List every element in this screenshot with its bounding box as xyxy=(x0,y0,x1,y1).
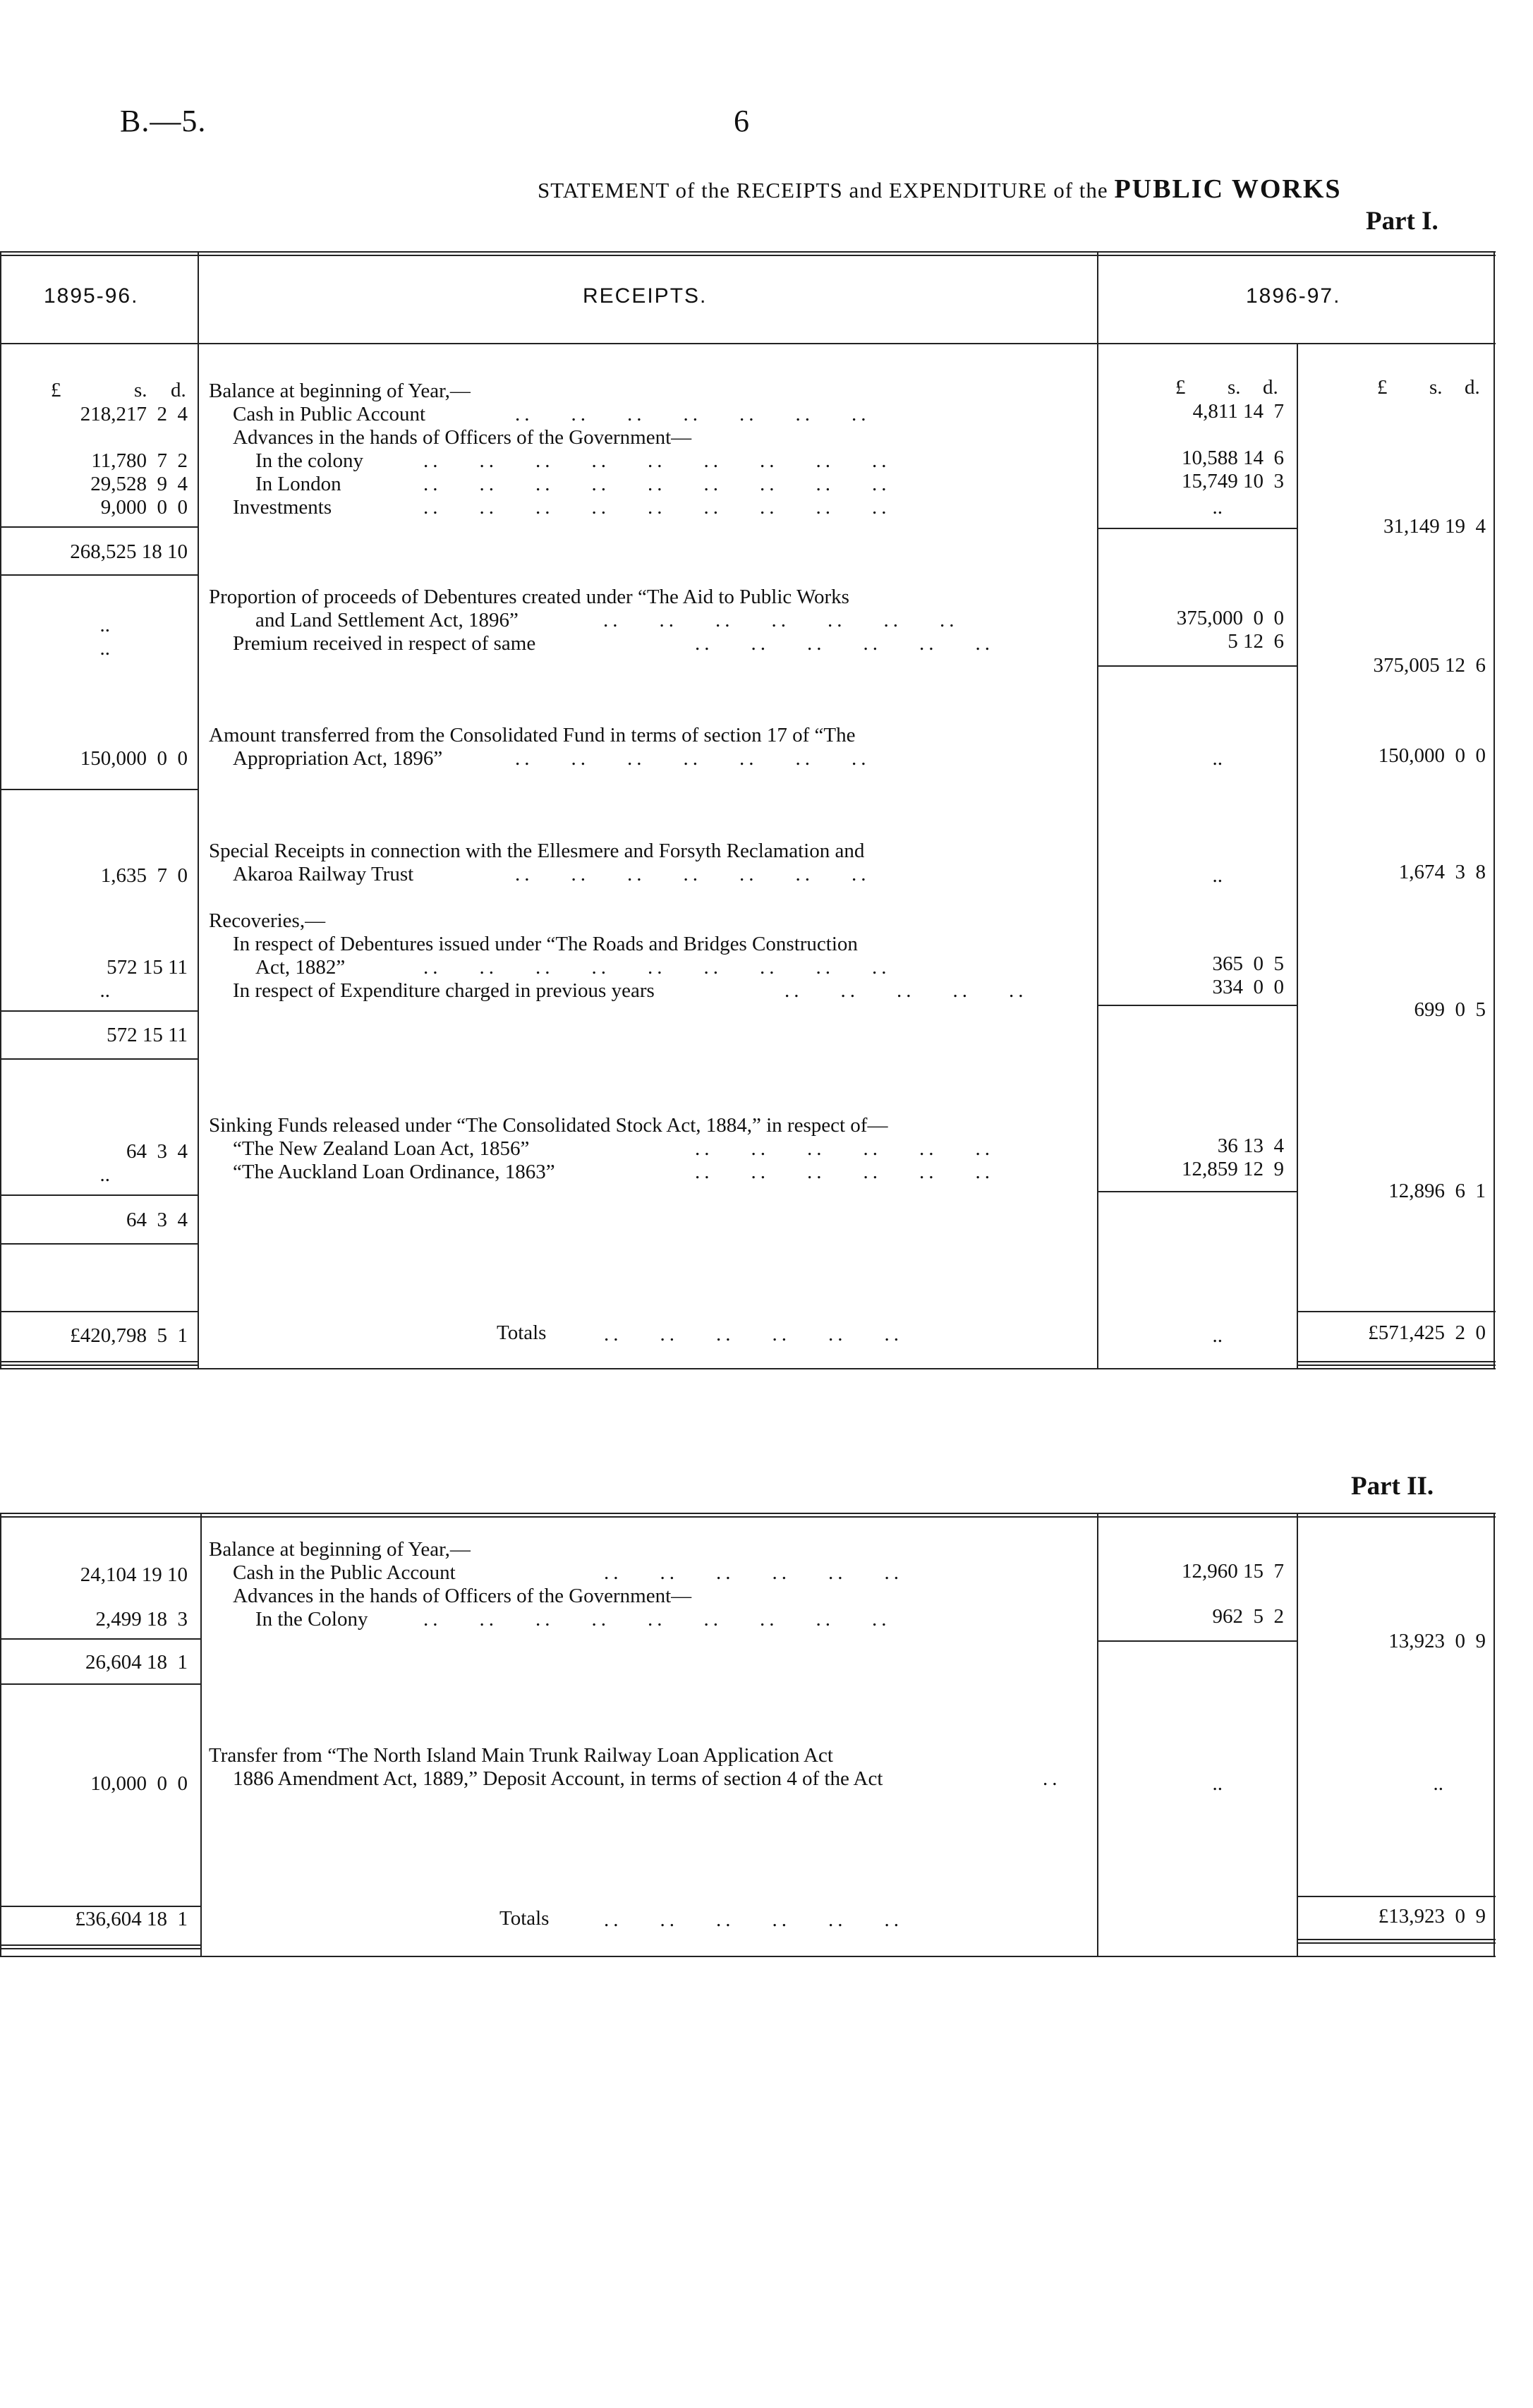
value-1896-total: 1,674 3 8 xyxy=(1398,861,1486,883)
row-label: Act, 1882” xyxy=(255,956,346,979)
row-label: and Land Settlement Act, 1896” xyxy=(255,609,519,631)
value-1895-subtotal: 26,604 18 1 xyxy=(85,1651,188,1674)
grand-total-rule xyxy=(1297,1361,1496,1366)
detail-rule xyxy=(1097,1005,1297,1006)
unit-pence: d. xyxy=(1465,376,1480,399)
table-bottom-rule xyxy=(0,1368,1496,1369)
value-1896-total: 699 0 5 xyxy=(1414,998,1486,1021)
row-label: Special Receipts in connection with the Ellesmere and Forsyth Reclamation and xyxy=(209,840,865,862)
detail-rule xyxy=(1097,528,1297,529)
title-prefix: STATEMENT of the RECEIPTS and EXPENDITURE of the xyxy=(538,178,1108,202)
value-1895-total: £36,604 18 1 xyxy=(75,1908,188,1930)
row-label: Investments xyxy=(233,496,332,519)
value-1896-detail: 365 0 5 xyxy=(1212,952,1284,975)
unit-shilling: s. xyxy=(134,379,147,401)
value-1896-detail: .. xyxy=(1212,747,1223,770)
value-1896-detail: 5 12 6 xyxy=(1228,630,1284,653)
part-two-label: Part II. xyxy=(1351,1472,1434,1501)
value-1895: 11,780 7 2 xyxy=(91,449,188,472)
value-1895: .. xyxy=(99,614,110,636)
value-1895: .. xyxy=(99,1163,110,1186)
subtotal-rule xyxy=(0,1638,200,1640)
header-bottom-rule xyxy=(0,343,1496,344)
value-1895: 9,000 0 0 xyxy=(100,496,188,519)
col-header-receipts: RECEIPTS. xyxy=(583,284,708,308)
row-label: Amount transferred from the Consolidated Fund in terms of section 17 of “The xyxy=(209,724,856,746)
leader-dots: .. .. .. .. .. .. .. .. .. xyxy=(423,496,891,519)
value-1896-detail: .. xyxy=(1212,1772,1223,1795)
leader-dots: .. .. .. .. .. .. xyxy=(604,1323,903,1345)
unit-pence: d. xyxy=(1263,376,1278,399)
value-1895: 1,635 7 0 xyxy=(100,864,188,887)
value-1896-detail: .. xyxy=(1212,496,1223,519)
value-1895-total: £420,798 5 1 xyxy=(70,1324,188,1347)
value-1896-detail: 36 13 4 xyxy=(1217,1135,1284,1157)
value-1896-total: 31,149 19 4 xyxy=(1383,515,1486,538)
value-1896-grand-total: £571,425 2 0 xyxy=(1368,1321,1486,1344)
value-1896-detail: 4,811 14 7 xyxy=(1192,400,1284,423)
title-emphasis: PUBLIC WORKS xyxy=(1114,174,1342,204)
row-label: Balance at beginning of Year,— xyxy=(209,1538,471,1561)
table-left-border xyxy=(0,1513,1,1957)
value-1895: 218,217 2 4 xyxy=(80,403,188,425)
part-one-label: Part I. xyxy=(1366,207,1438,236)
detail-rule xyxy=(1097,665,1297,667)
value-1895: 572 15 11 xyxy=(107,956,188,979)
detail-rule xyxy=(1097,1191,1297,1192)
row-label: In respect of Debentures issued under “The Roads and Bridges Construction xyxy=(233,933,858,955)
subtotal-rule xyxy=(0,574,198,576)
leader-dots: .. .. .. .. .. xyxy=(784,979,1028,1002)
value-1896-detail: 15,749 10 3 xyxy=(1182,470,1284,492)
value-1895: .. xyxy=(99,637,110,660)
leader-dots: .. .. .. .. .. .. .. .. .. xyxy=(423,449,891,472)
totals-label: Totals xyxy=(497,1321,547,1344)
value-1895: 29,528 9 4 xyxy=(90,473,188,495)
document-reference: B.—5. xyxy=(120,104,207,138)
unit-pound: £ xyxy=(1175,376,1186,399)
value-1895: 10,000 0 0 xyxy=(90,1772,188,1795)
leader-dots: .. .. .. .. .. .. .. .. .. xyxy=(423,956,891,979)
subtotal-rule xyxy=(0,526,198,528)
value-1896-total: 13,923 0 9 xyxy=(1388,1630,1486,1652)
section-rule xyxy=(0,789,198,790)
col-divider-mid xyxy=(1097,1513,1098,1957)
subtotal-rule xyxy=(0,1243,198,1245)
row-label: Appropriation Act, 1896” xyxy=(233,747,443,770)
row-label: Akaroa Railway Trust xyxy=(233,863,414,885)
leader-dots: .. .. .. .. .. .. xyxy=(695,1137,994,1160)
col-divider-left xyxy=(198,251,199,1369)
row-label: Recoveries,— xyxy=(209,909,326,932)
value-1896-detail: 375,000 0 0 xyxy=(1176,607,1284,629)
value-1896-total: 12,896 6 1 xyxy=(1388,1180,1486,1202)
leader-dots: .. .. .. .. .. .. xyxy=(604,1561,903,1584)
row-label: 1886 Amendment Act, 1889,” Deposit Account, in terms of section 4 of the Act xyxy=(233,1767,883,1790)
subtotal-rule xyxy=(0,1683,200,1685)
row-label: Premium received in respect of same xyxy=(233,632,536,655)
statement-title xyxy=(538,174,1342,205)
col-divider-right xyxy=(1297,1513,1298,1957)
value-1895-subtotal: 64 3 4 xyxy=(126,1209,188,1231)
row-label: Advances in the hands of Officers of the Government— xyxy=(233,426,692,449)
grand-total-rule xyxy=(0,1944,200,1949)
row-label: In the colony xyxy=(255,449,364,472)
col-divider-right xyxy=(1297,344,1298,1369)
value-1896-detail: .. xyxy=(1212,864,1223,887)
value-1895: 24,104 19 10 xyxy=(80,1563,188,1586)
row-label: Sinking Funds released under “The Consolidated Stock Act, 1884,” in respect of— xyxy=(209,1114,888,1137)
unit-pence: d. xyxy=(171,379,186,401)
detail-rule xyxy=(1097,1640,1297,1642)
value-1896-detail: 12,960 15 7 xyxy=(1182,1560,1284,1583)
leader-dots: .. .. .. .. .. .. xyxy=(695,632,994,655)
totals-rule xyxy=(1297,1311,1496,1312)
unit-pound: £ xyxy=(51,379,61,401)
value-1896-detail: 12,859 12 9 xyxy=(1182,1158,1284,1180)
totals-label: Totals xyxy=(499,1907,550,1930)
leader-dots: .. .. .. .. .. .. xyxy=(695,1161,994,1183)
totals-rule xyxy=(0,1311,198,1312)
row-label: Transfer from “The North Island Main Trunk Railway Loan Application Act xyxy=(209,1744,833,1767)
row-label: “The Auckland Loan Ordinance, 1863” xyxy=(233,1161,555,1183)
row-label: In respect of Expenditure charged in previous years xyxy=(233,979,655,1002)
unit-shilling: s. xyxy=(1429,376,1443,399)
value-1895: .. xyxy=(99,979,110,1002)
leader-dots: .. .. .. .. .. .. .. xyxy=(515,403,871,425)
value-1896-detail: 962 5 2 xyxy=(1212,1605,1284,1628)
col-header-1896: 1896-97. xyxy=(1246,284,1341,308)
subtotal-rule xyxy=(0,1194,198,1196)
value-1895-subtotal: 268,525 18 10 xyxy=(70,540,188,563)
table-right-border xyxy=(1493,251,1495,1369)
leader-dots: .. .. .. .. .. .. .. xyxy=(603,609,959,631)
subtotal-rule xyxy=(0,1010,198,1012)
table-left-border xyxy=(0,251,1,1369)
row-label: In the Colony xyxy=(255,1608,368,1630)
subtotal-rule xyxy=(0,1058,198,1060)
table-top-rule xyxy=(0,251,1496,256)
col-header-1895: 1895-96. xyxy=(44,284,139,308)
totals-rule xyxy=(0,1906,200,1907)
leader-dots: .. .. .. .. .. .. .. .. .. xyxy=(423,1608,891,1630)
row-label: Advances in the hands of Officers of the Government— xyxy=(233,1585,692,1607)
page-number: 6 xyxy=(734,104,749,138)
value-1896-detail: 10,588 14 6 xyxy=(1182,447,1284,469)
col-divider-left xyxy=(200,1513,202,1957)
unit-pound: £ xyxy=(1377,376,1388,399)
totals-rule xyxy=(1297,1896,1496,1897)
row-label: Cash in Public Account xyxy=(233,403,426,425)
row-label: “The New Zealand Loan Act, 1856” xyxy=(233,1137,530,1160)
leader-dots: .. xyxy=(1043,1767,1062,1790)
value-1896-total: .. xyxy=(1433,1772,1443,1795)
value-1895: 2,499 18 3 xyxy=(95,1608,188,1630)
row-label: Balance at beginning of Year,— xyxy=(209,380,471,402)
leader-dots: .. .. .. .. .. .. xyxy=(604,1908,903,1931)
value-1895-subtotal: 572 15 11 xyxy=(107,1024,188,1046)
row-label: Proportion of proceeds of Debentures created under “The Aid to Public Works xyxy=(209,586,849,608)
table-bottom-rule xyxy=(0,1956,1496,1957)
value-1896-total: 375,005 12 6 xyxy=(1373,654,1486,677)
row-label: Cash in the Public Account xyxy=(233,1561,456,1584)
leader-dots: .. .. .. .. .. .. .. .. .. xyxy=(423,473,891,495)
leader-dots: .. .. .. .. .. .. .. xyxy=(515,863,871,885)
value-1896-detail: 334 0 0 xyxy=(1212,976,1284,998)
grand-total-rule xyxy=(1297,1939,1496,1944)
value-1895: 64 3 4 xyxy=(126,1140,188,1163)
row-label: In London xyxy=(255,473,341,495)
value-1896-total: 150,000 0 0 xyxy=(1378,744,1486,767)
leader-dots: .. .. .. .. .. .. .. xyxy=(515,747,871,770)
unit-shilling: s. xyxy=(1228,376,1241,399)
value-1896-grand-total: £13,923 0 9 xyxy=(1378,1905,1486,1928)
table-right-border xyxy=(1493,1513,1495,1957)
value-1895: 150,000 0 0 xyxy=(80,747,188,770)
grand-total-rule xyxy=(0,1361,198,1366)
table-top-rule xyxy=(0,1513,1496,1518)
col-divider-mid xyxy=(1097,251,1098,1369)
value-1896-detail: .. xyxy=(1212,1324,1223,1347)
